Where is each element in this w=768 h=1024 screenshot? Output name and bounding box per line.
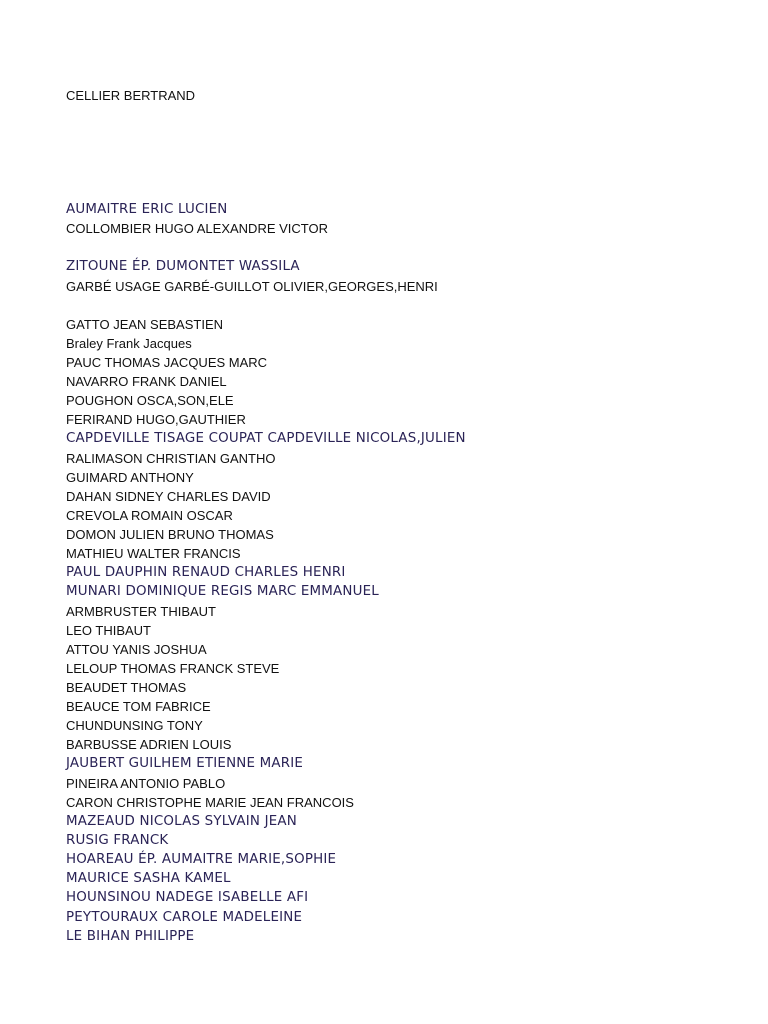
- list-item: GUIMARD ANTHONY: [66, 470, 194, 485]
- list-item: PEYTOURAUX CAROLE MADELEINE: [66, 910, 303, 925]
- list-item: COLLOMBIER HUGO ALEXANDRE VICTOR: [66, 221, 328, 236]
- list-item: CREVOLA ROMAIN OSCAR: [66, 508, 233, 523]
- list-item: MUNARI DOMINIQUE REGIS MARC EMMANUEL: [66, 584, 379, 599]
- list-item: LEO THIBAUT: [66, 623, 152, 638]
- list-item: Braley Frank Jacques: [66, 336, 192, 351]
- list-item: JAUBERT GUILHEM ETIENNE MARIE: [66, 756, 304, 771]
- list-item: HOAREAU ÉP. AUMAITRE MARIE,SOPHIE: [66, 852, 337, 867]
- list-item: POUGHON OSCA,SON,ELE: [66, 393, 234, 408]
- list-item: GATTO JEAN SEBASTIEN: [66, 317, 223, 332]
- list-item: RALIMASON CHRISTIAN GANTHO: [66, 451, 276, 466]
- list-item: PAUC THOMAS JACQUES MARC: [66, 355, 268, 370]
- list-item: LE BIHAN PHILIPPE: [66, 929, 195, 944]
- list-item: CAPDEVILLE TISAGE COUPAT CAPDEVILLE NICOLAS,JULIEN: [66, 431, 466, 446]
- list-item: CHUNDUNSING TONY: [66, 718, 203, 733]
- list-item: ARMBRUSTER THIBAUT: [66, 604, 216, 619]
- list-item: HOUNSINOU NADEGE ISABELLE AFI: [66, 890, 309, 905]
- list-item: ZITOUNE ÉP. DUMONTET WASSILA: [66, 259, 300, 274]
- list-item: MAURICE SASHA KAMEL: [66, 871, 231, 886]
- list-item: CARON CHRISTOPHE MARIE JEAN FRANCOIS: [66, 795, 354, 810]
- list-item: DOMON JULIEN BRUNO THOMAS: [66, 527, 274, 542]
- list-item: GARBÉ USAGE GARBÉ-GUILLOT OLIVIER,GEORGES,HENRI: [66, 279, 438, 294]
- list-item: MATHIEU WALTER FRANCIS: [66, 546, 241, 561]
- list-item: MAZEAUD NICOLAS SYLVAIN JEAN: [66, 814, 297, 829]
- list-item: DAHAN SIDNEY CHARLES DAVID: [66, 489, 271, 504]
- list-item: AUMAITRE ERIC LUCIEN: [66, 202, 228, 217]
- header-name: CELLIER BERTRAND: [66, 88, 196, 103]
- list-item: RUSIG FRANCK: [66, 833, 169, 848]
- list-item: BARBUSSE ADRIEN LOUIS: [66, 737, 232, 752]
- list-item: BEAUCE TOM FABRICE: [66, 699, 211, 714]
- list-item: FERIRAND HUGO,GAUTHIER: [66, 412, 246, 427]
- list-item: BEAUDET THOMAS: [66, 680, 187, 695]
- list-item: ATTOU YANIS JOSHUA: [66, 642, 207, 657]
- list-item: NAVARRO FRANK DANIEL: [66, 374, 227, 389]
- list-item: LELOUP THOMAS FRANCK STEVE: [66, 661, 280, 676]
- list-item: PAUL DAUPHIN RENAUD CHARLES HENRI: [66, 565, 346, 580]
- list-item: PINEIRA ANTONIO PABLO: [66, 776, 226, 791]
